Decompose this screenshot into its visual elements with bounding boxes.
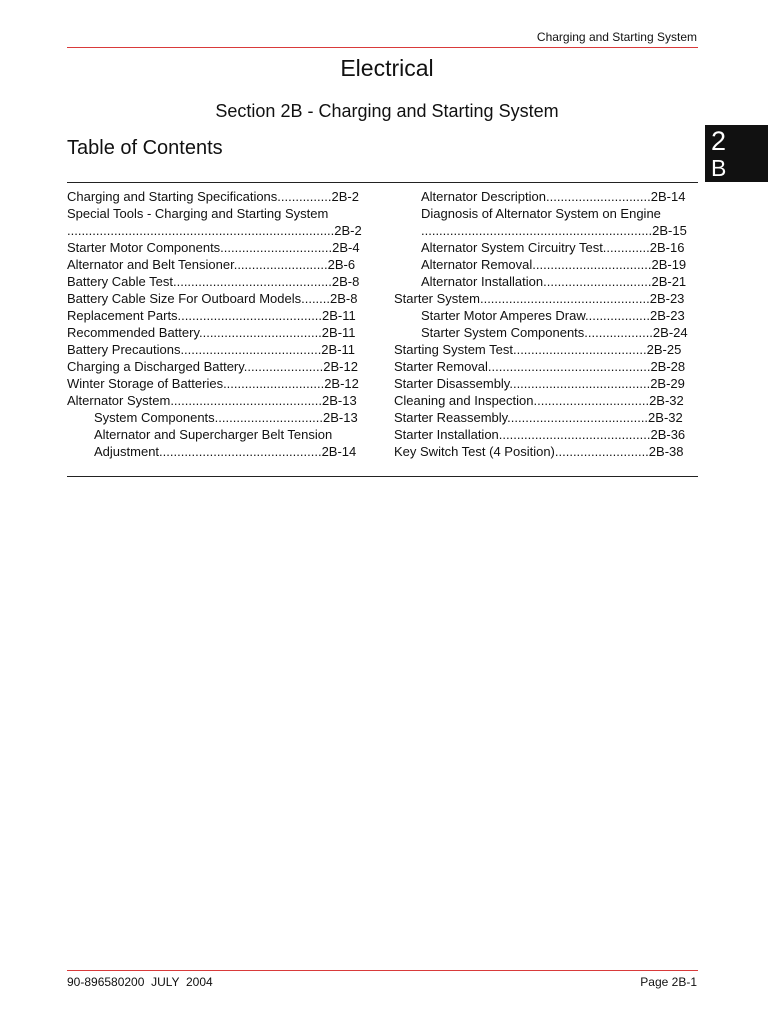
toc-entry: Alternator Description.............................2B-14 — [421, 189, 686, 204]
toc-top-rule — [67, 182, 698, 183]
toc-entry: Special Tools - Charging and Starting System — [67, 206, 329, 221]
toc-entry: Alternator and Supercharger Belt Tension — [94, 427, 333, 442]
toc-entry: Starter Reassembly.......................................2B-32 — [394, 410, 683, 425]
toc-entry: Charging a Discharged Battery......................2B-12 — [67, 359, 358, 374]
toc-entry: Key Switch Test (4 Position)..........................2B-38 — [394, 444, 684, 459]
toc-entry: System Components..............................2B-13 — [94, 410, 358, 425]
footer-doc-number: 90-896580200 JULY 2004 — [67, 975, 213, 989]
toc-left-column — [67, 188, 379, 460]
toc-entry: Starter Removal.............................................2B-28 — [394, 359, 686, 374]
toc-heading: Table of Contents — [67, 137, 223, 159]
toc-entry: Diagnosis of Alternator System on Engine — [421, 206, 661, 221]
toc-entry: Cleaning and Inspection................................2B-32 — [394, 393, 684, 408]
toc-entry: Alternator System..........................................2B-13 — [67, 393, 357, 408]
toc-entry: Adjustment.............................................2B-14 — [94, 444, 357, 459]
toc-entry: Starter System...............................................2B-23 — [394, 291, 685, 306]
header-rule — [67, 47, 698, 48]
toc-entry: Alternator Removal.................................2B-19 — [421, 257, 687, 272]
footer-rule — [67, 970, 698, 971]
toc-entry: Starter Motor Amperes Draw..................2B-23 — [421, 308, 685, 323]
toc-entry: Battery Precautions.......................................2B-11 — [67, 342, 356, 357]
section-tab-letter: B — [711, 155, 727, 181]
toc-entry: Starter Installation..........................................2B-36 — [394, 427, 686, 442]
toc-entry: Starter Disassembly.......................................2B-29 — [394, 376, 685, 391]
toc-bottom-rule — [67, 476, 698, 477]
toc-entry: Battery Cable Test............................................2B-8 — [67, 274, 360, 289]
toc-entry: Starting System Test.....................................2B-25 — [394, 342, 682, 357]
toc-entry: Recommended Battery..................................2B-11 — [67, 325, 356, 340]
toc-entry: ................................................................2B-15 — [421, 223, 687, 238]
toc-entry: Alternator System Circuitry Test.............2B-16 — [421, 240, 685, 255]
section-tab — [705, 125, 768, 182]
running-header: Charging and Starting System — [536, 30, 697, 44]
toc-entry: Winter Storage of Batteries............................2B-12 — [67, 376, 359, 391]
toc-entry: Charging and Starting Specifications...............2B-2 — [67, 189, 359, 204]
toc-entry: Battery Cable Size For Outboard Models........2B-8 — [67, 291, 358, 306]
toc-entry: Alternator and Belt Tensioner..........................2B-6 — [67, 257, 356, 272]
toc-entry: Alternator Installation..............................2B-21 — [421, 274, 687, 289]
section-tab-number: 2 — [711, 126, 727, 156]
toc-entry: Replacement Parts........................................2B-11 — [67, 308, 356, 323]
toc-entry: Starter System Components...................2B-24 — [421, 325, 688, 340]
toc-entry: Starter Motor Components...............................2B-4 — [67, 240, 360, 255]
toc-right-column — [394, 188, 705, 460]
chapter-title: Electrical — [340, 55, 434, 81]
toc-entry: ..........................................................................2B-2 — [67, 223, 362, 238]
footer-page-number: Page 2B-1 — [640, 975, 697, 989]
section-title: Section 2B - Charging and Starting System — [215, 101, 559, 121]
